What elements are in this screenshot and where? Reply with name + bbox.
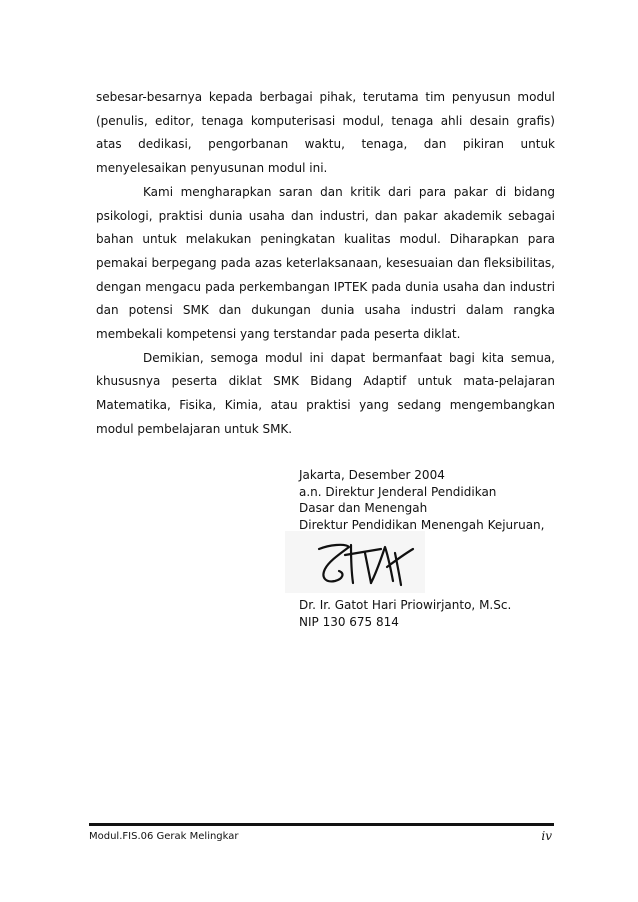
paragraph-2: Kami mengharapkan saran dan kritik dari para pakar di bidang psikologi, praktisi dunia usaha dan industri, dan pakar akademik sebagai bahan untuk melakukan peningkatan kualitas modul. Diharapkan para pemakai berpegang pada azas keterlaksanaan, kesesuaian dan fleksibilitas, dengan mengacu pada perkembangan IPTEK pada dunia usaha dan industri dan potensi SMK dan dukungan dunia usaha industri dalam rangka membekali kompetensi yang terstandar pada peserta diklat.	[96, 184, 555, 342]
footer-module-label: Modul.FIS.06 Gerak Melingkar	[89, 831, 239, 842]
directorate-line: Dasar dan Menengah	[299, 501, 428, 515]
signer-title: Direktur Pendidikan Menengah Kejuruan,	[299, 517, 545, 532]
signer-nip: NIP 130 675 814	[299, 614, 399, 629]
signature-block	[299, 467, 544, 533]
handwritten-signature	[285, 531, 425, 593]
signer-block	[299, 597, 511, 630]
signer-name: Dr. Ir. Gatot Hari Priowirjanto, M.Sc.	[299, 598, 512, 612]
place-date: Jakarta, Desember 2004	[299, 468, 445, 482]
paragraph-3: Demikian, semoga modul ini dapat bermanfaat bagi kita semua, khususnya peserta diklat SMK Bidang Adaptif untuk mata-pelajaran Matematika, Fisika, Kimia, atau praktisi yang sedang mengembangkan modul pembelajaran untuk SMK.	[96, 350, 555, 436]
on-behalf-line: a.n. Direktur Jenderal Pendidikan	[299, 484, 497, 499]
body-text	[96, 86, 555, 442]
page-number: iv	[541, 829, 552, 843]
paragraph-1: sebesar-besarnya kepada berbagai pihak, terutama tim penyusun modul (penulis, editor, tenaga komputerisasi modul, tenaga ahli desain grafis) atas dedikasi, pengorbanan waktu, tenaga, dan pikiran untuk menyelesaikan penyusunan modul ini.	[96, 90, 555, 176]
footer-divider	[89, 823, 554, 826]
